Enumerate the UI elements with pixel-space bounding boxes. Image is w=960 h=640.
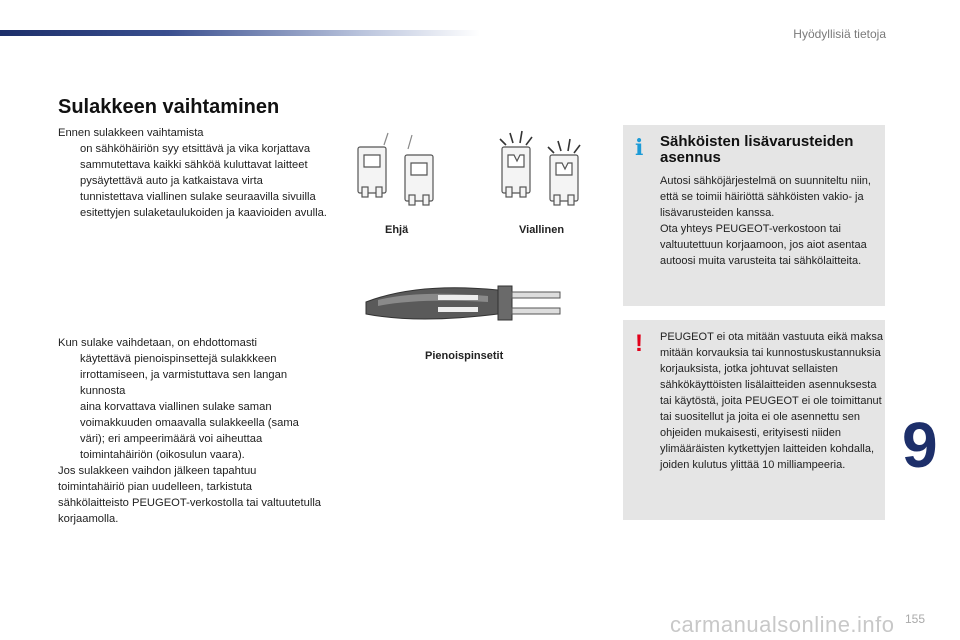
intact-fuse-icon — [358, 133, 433, 205]
intro-lead: Ennen sulakkeen vaihtamista — [58, 127, 204, 139]
page-number: 155 — [905, 612, 926, 626]
info-title: Sähköisten lisävarusteiden asennus — [660, 133, 854, 166]
replace-closing: Jos sulakkeen vaihdon jälkeen tapahtuu toimintahäiriö pian uudelleen, tarkistuta sähkölaitteisto PEUGEOT-verkostolla tai valtuutetulla korjaamolla. — [58, 465, 322, 525]
section-header: Hyödyllisiä tietoja — [793, 27, 886, 41]
info-box — [623, 125, 885, 306]
info-body: Autosi sähköjärjestelmä on suunniteltu niin, että se toimii häiriöttä sähköisten vakio- ja lisävarusteiden kanssa. Ota yhteys PEUGEOT-verkostoon tai valtuutettuun korjaamoon, jos aiot asentaa autoosi muita varusteita tai sähkölaitteita. — [660, 175, 871, 267]
fuse-illustration — [350, 125, 610, 225]
list-item: on sähköhäiriön syy etsittävä ja vika korjattava — [80, 143, 311, 155]
watermark: carmanualsonline.info — [670, 612, 895, 637]
list-item: tunnistettava viallinen sulake seuraavilla sivuilla esitettyjen sulaketaulukoiden ja kaavioiden avulla. — [80, 191, 327, 219]
replace-lead: Kun sulake vaihdetaan, on ehdottomasti — [58, 337, 258, 349]
info-icon: i — [635, 135, 644, 161]
page-title: Sulakkeen vaihtaminen — [58, 96, 280, 118]
faulty-fuse-label: Viallinen — [519, 224, 565, 236]
replace-block — [58, 335, 326, 527]
list-item: käytettävä pienoispinsettejä sulakkkeen irrottamiseen, ja varmistuttava sen langan kunnosta — [80, 353, 288, 397]
list-item: sammutettava kaikki sähköä kuluttavat laitteet — [80, 159, 308, 171]
tweezers-icon — [358, 272, 568, 342]
faulty-fuse-icon — [500, 131, 580, 205]
intro-block — [58, 125, 328, 221]
header-gradient-bar — [0, 30, 480, 36]
tweezers-label: Pienoispinsetit — [425, 350, 504, 362]
warning-icon: ! — [635, 330, 643, 357]
warning-body: PEUGEOT ei ota mitään vastuuta eikä maksa mitään korvauksia tai kunnostuskustannuksia korjauksista, jotka johtuvat sellaisten sähkökäyttöisten lisälaitteiden asennuksesta tai käytöstä, joita PEUGEOT ei ole toimittanut tai suositellut ja joita ei ole asennettu sen ohjeiden mukaisesti, erityisesti niiden ylimääräisten kytkettyjen laitteiden kohdalla, joiden kulutus ylittää 10 milliampeeria. — [660, 331, 883, 471]
intact-fuse-label: Ehjä — [385, 224, 409, 236]
warning-box — [623, 320, 885, 520]
chapter-number: 9 — [902, 409, 938, 481]
list-item: pysäytettävä auto ja katkaistava virta — [80, 175, 263, 187]
list-item: aina korvattava viallinen sulake saman voimakkuuden omaavalla sulakkeella (sama väri); eri ampeerimäärä voi aiheuttaa toimintahäiriön (oikosulun vaara). — [80, 401, 299, 461]
